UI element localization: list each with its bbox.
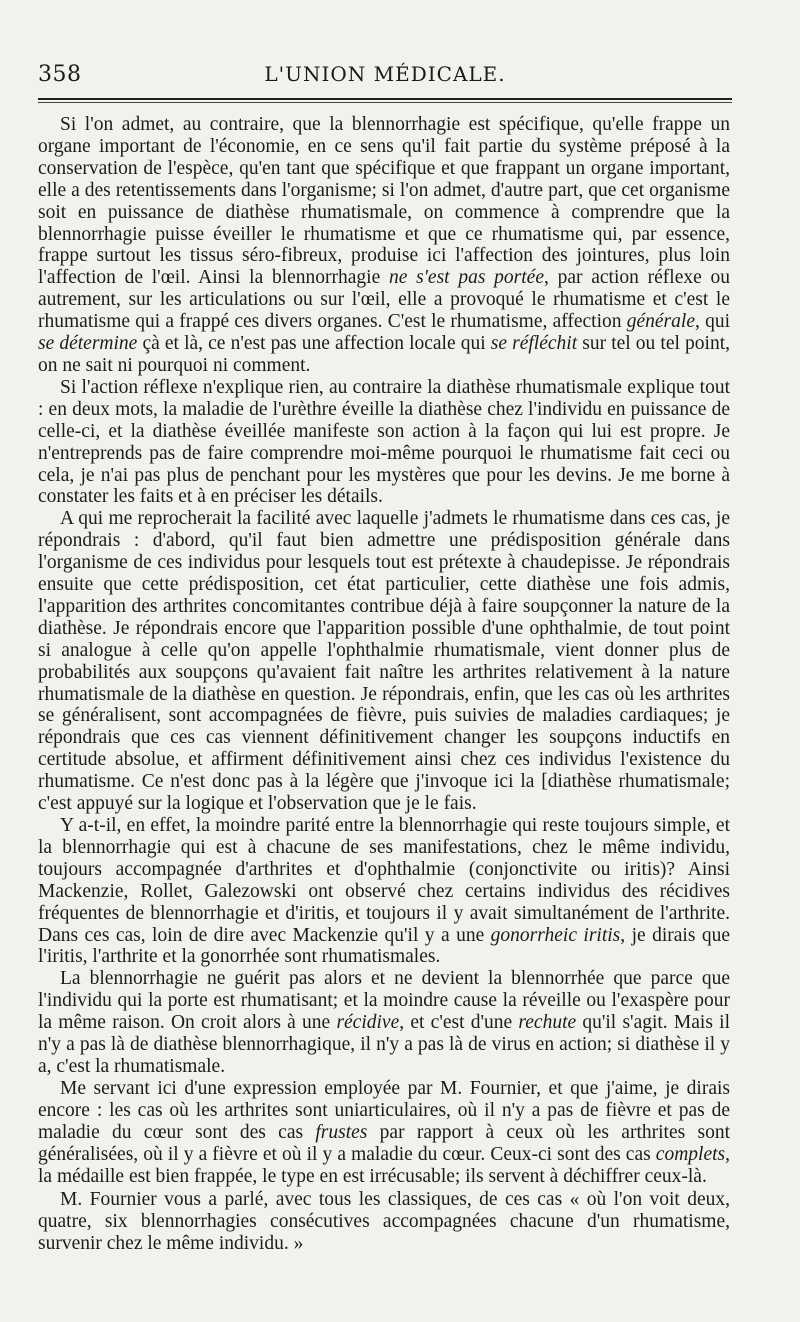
emphasis: complets: [655, 1143, 726, 1165]
journal-title: L'UNION MÉDICALE.: [264, 62, 506, 86]
emphasis: récidive: [336, 1012, 400, 1034]
paragraph-5: La blennorrhagie ne guérit pas alors et ne devient la blennorrhée que parce que l'individu qui la porte est rhumatisant; et la moindre cause la réveille ou l'exaspère pour la même raison. On croit alors à une récidive, et c'est d'une rechute qu'il s'agit. Mais il n'y a pas là de diathèse blennorrhagique, il n'y a pas là de virus en action; si diathèse il y a, c'est la rhumatismale.: [38, 968, 730, 1077]
emphasis: se réfléchit: [490, 333, 578, 355]
emphasis: frustes: [315, 1121, 368, 1143]
paragraph-4: Y a-t-il, en effet, la moindre parité entre la blennorrhagie qui reste toujours simple, et la blennorrhagie qui est à chacune de ses manifestations, chez le même individu, toujours accompagnée d'arthrites et d'ophthalmie (conjonctivite ou iritis)? Ainsi Mackenzie, Rollet, Galezowski ont observé chez certains individus des récidives fréquentes de blennorrhagie et d'iritis, et toujours il y avait simultanément de l'arthrite. Dans ces cas, loin de dire avec Mackenzie qu'il y a une gonorrheic iritis, je dirais que l'iritis, l'arthrite et la gonorrhée sont rhumatismales.: [38, 815, 730, 968]
emphasis: se détermine: [38, 333, 138, 355]
paragraph-2: Si l'action réflexe n'explique rien, au contraire la diathèse rhumatismale explique tout : en deux mots, la maladie de l'urèthre éveille la diathèse chez l'individu en puissance de celle-ci, et la diathèse éveillée manifeste son action à la façon qui lui est propre. Je n'entreprends pas de faire comprendre moi-même pourquoi le rhumatisme fait ceci ou cela, je n'ai pas plus de penchant pour les mystères que pour les devins. Je me borne à constater les faits et à en préciser les détails.: [38, 376, 730, 508]
header-rule: [38, 98, 732, 100]
paragraph-1: Si l'on admet, au contraire, que la blennorrhagie est spécifique, qu'elle frappe un organe important de l'économie, en ce sens qu'il fait partie du système préposé à la conservation de l'espèce, qu'en tant que spécifique et que frappant un organe important, elle a des retentissements dans l'organisme; si l'on admet, d'autre part, que cet organisme soit en puissance de diathèse rhumatismale, on commence à comprendre que la blennorrhagie puisse éveiller le rhumatisme et que ce rhumatisme qui, par essence, frappe surtout les tissus séro-fibreux, produise ici l'affection des jointures, plus loin l'affection de l'œil. Ainsi la blennorrhagie ne s'est pas portée, par action réflexe ou autrement, sur les articulations ou sur l'œil, elle a provoqué le rhumatisme et c'est le rhumatisme qui a frappé ces divers organes. C'est le rhumatisme, affection générale, qui se détermine çà et là, ce n'est pas une affection locale qui se réfléchit sur tel ou tel point, on ne sait ni pourquoi ni comment.: [38, 114, 731, 376]
header-rule-thin: [38, 102, 732, 103]
article-body: [38, 114, 730, 1255]
emphasis: ne s'est pas portée: [389, 267, 544, 289]
paragraph-7: M. Fournier vous a parlé, avec tous les classiques, de ces cas « où l'on voit deux, quatre, six blennorrhagies consécutives accompagnées chacune d'un rhumatisme, survenir chez le même individu. »: [38, 1189, 730, 1255]
emphasis: gonorrheic iritis: [490, 924, 621, 946]
paragraph-3: A qui me reprocherait la facilité avec laquelle j'admets le rhumatisme dans ces cas, je répondrais : d'abord, qu'il faut bien admettre une prédisposition générale dans l'organisme de ces individus pour lesquels tout est prétexte à chaudepisse. Je répondrais ensuite que cette prédisposition, cet état particulier, cette diathèse une fois admis, l'apparition des arthrites concomitantes contribue déjà à faire soupçonner la nature de la diathèse. Je répondrais encore que l'apparition possible d'une ophthalmie, de tout point si analogue à celle qu'on appelle l'ophthalmie rhumatismale, vient donner plus de probabilités aux soupçons qu'avaient fait naître les arthrites relativement à la nature rhumatismale de la diathèse en question. Je répondrais, enfin, que les cas où les arthrites se généralisent, sont accompagnées de fièvre, puis suivies de maladies cardiaques; je répondrais que ces cas viennent définitivement changer les soupçons inductifs en certitude absolue, et affirment définitivement ainsi chez ces individus l'existence du rhumatisme. Ce n'est donc pas à la légère que j'invoque ici la [diathèse rhumatismale; c'est appuyé sur la logique et l'observation que je le fais.: [38, 508, 730, 815]
emphasis: générale: [626, 311, 695, 333]
page-number: 358: [38, 62, 82, 87]
running-head: [38, 58, 732, 92]
paragraph-6: Me servant ici d'une expression employée par M. Fournier, et que j'aime, je dirais encore : les cas où les arthrites sont uniarticulaires, où il n'y a pas de fièvre et pas de maladie du cœur sont des cas frustes par rapport à ceux où les arthrites sont généralisées, où il y a fièvre et où il y a maladie du cœur. Ceux-ci sont des cas complets, la médaille est bien frappée, le type en est irrécusable; ils servent à déchiffrer ceux-là.: [38, 1077, 730, 1187]
emphasis: rechute: [518, 1012, 577, 1034]
